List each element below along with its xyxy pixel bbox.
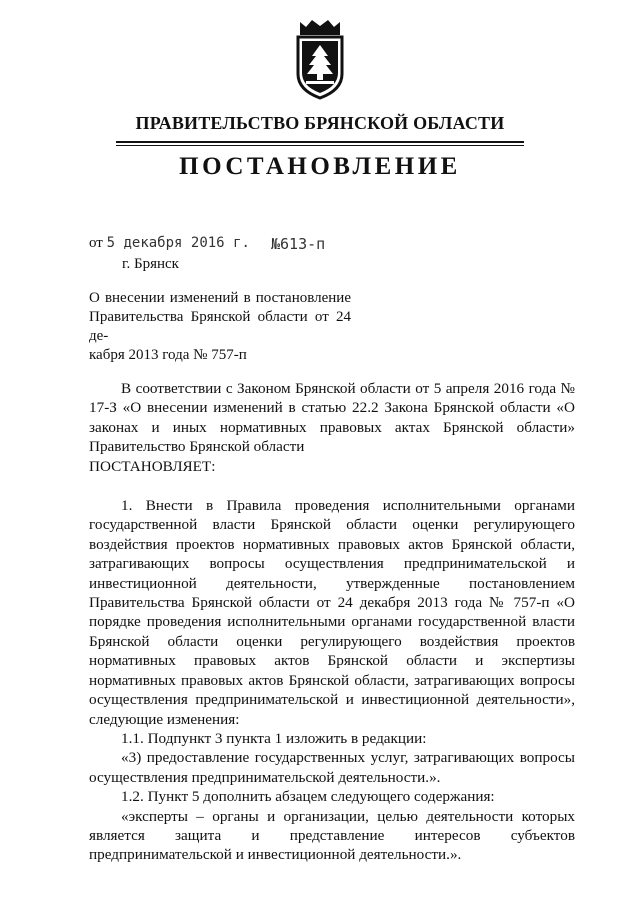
subject-line: О внесении изменений в постановление: [89, 290, 351, 306]
item-1-1-paragraph: 1.1. Подпункт 3 пункта 1 изложить в редакции:: [121, 729, 427, 747]
subject-line: кабря 2013 года № 757-п: [89, 347, 247, 363]
date-value: 5 декабря 2016 г.: [106, 235, 250, 251]
document-number: №613-п: [271, 235, 326, 253]
item-1-1-text: «3) предоставление государственных услуг, затрагивающих вопросы осуществления предпринимательской деятельности.».: [89, 749, 575, 786]
preamble-paragraph: В соответствии с Законом Брянской области от 5 апреля 2016 года № 17-З «О внесении изменений в статью 22.2 Закона Брянской области «О законах и иных нормативных правовых актах Брянской области» Правительство Брянской области: [89, 380, 575, 456]
header-rule-thick: [116, 141, 524, 143]
document-type: ПОСТАНОВЛЕНИЕ: [179, 153, 461, 180]
document-body: [89, 379, 575, 865]
document-subject: [89, 289, 351, 365]
document-date: [89, 235, 250, 252]
government-title: ПРАВИТЕЛЬСТВО БРЯНСКОЙ ОБЛАСТИ: [135, 113, 505, 133]
item-1-2-paragraph: 1.2. Пункт 5 дополнить абзацем следующего содержания:: [121, 788, 495, 806]
subject-line: Правительства Брянской области от 24 де-: [89, 309, 351, 344]
item-1-paragraph: 1. Внести в Правила проведения исполнительными органами государственной власти Брянской области оценки регулирующего воздействия проектов нормативных правовых актов Брянской области, затрагивающих вопросы осуществления предпринимательской и инвестиционной деятельности, утвержденные постановлением Правительства Брянской области от 24 декабря 2013 года № 757-п «О порядке проведения исполнительными органами государственной власти Брянской области оценки регулирующего воздействия проектов нормативных правовых актов Брянской области и экспертизы нормативных правовых актов Брянской области, затрагивающих вопросы осуществления предпринимательской и инвестиционной деятельности», следующие изменения:: [89, 497, 575, 728]
date-prefix: от: [89, 235, 103, 251]
bryansk-coat-of-arms-icon: [292, 18, 348, 102]
header-rule-thin: [116, 145, 524, 146]
item-1-2-text: «эксперты – органы и организации, целью деятельности которых является защита и представление интересов субъектов предпринимательской и инвестиционной деятельности.».: [89, 807, 575, 864]
resolves-heading: ПОСТАНОВЛЯЕТ:: [89, 457, 216, 475]
document-city: г. Брянск: [122, 256, 179, 272]
